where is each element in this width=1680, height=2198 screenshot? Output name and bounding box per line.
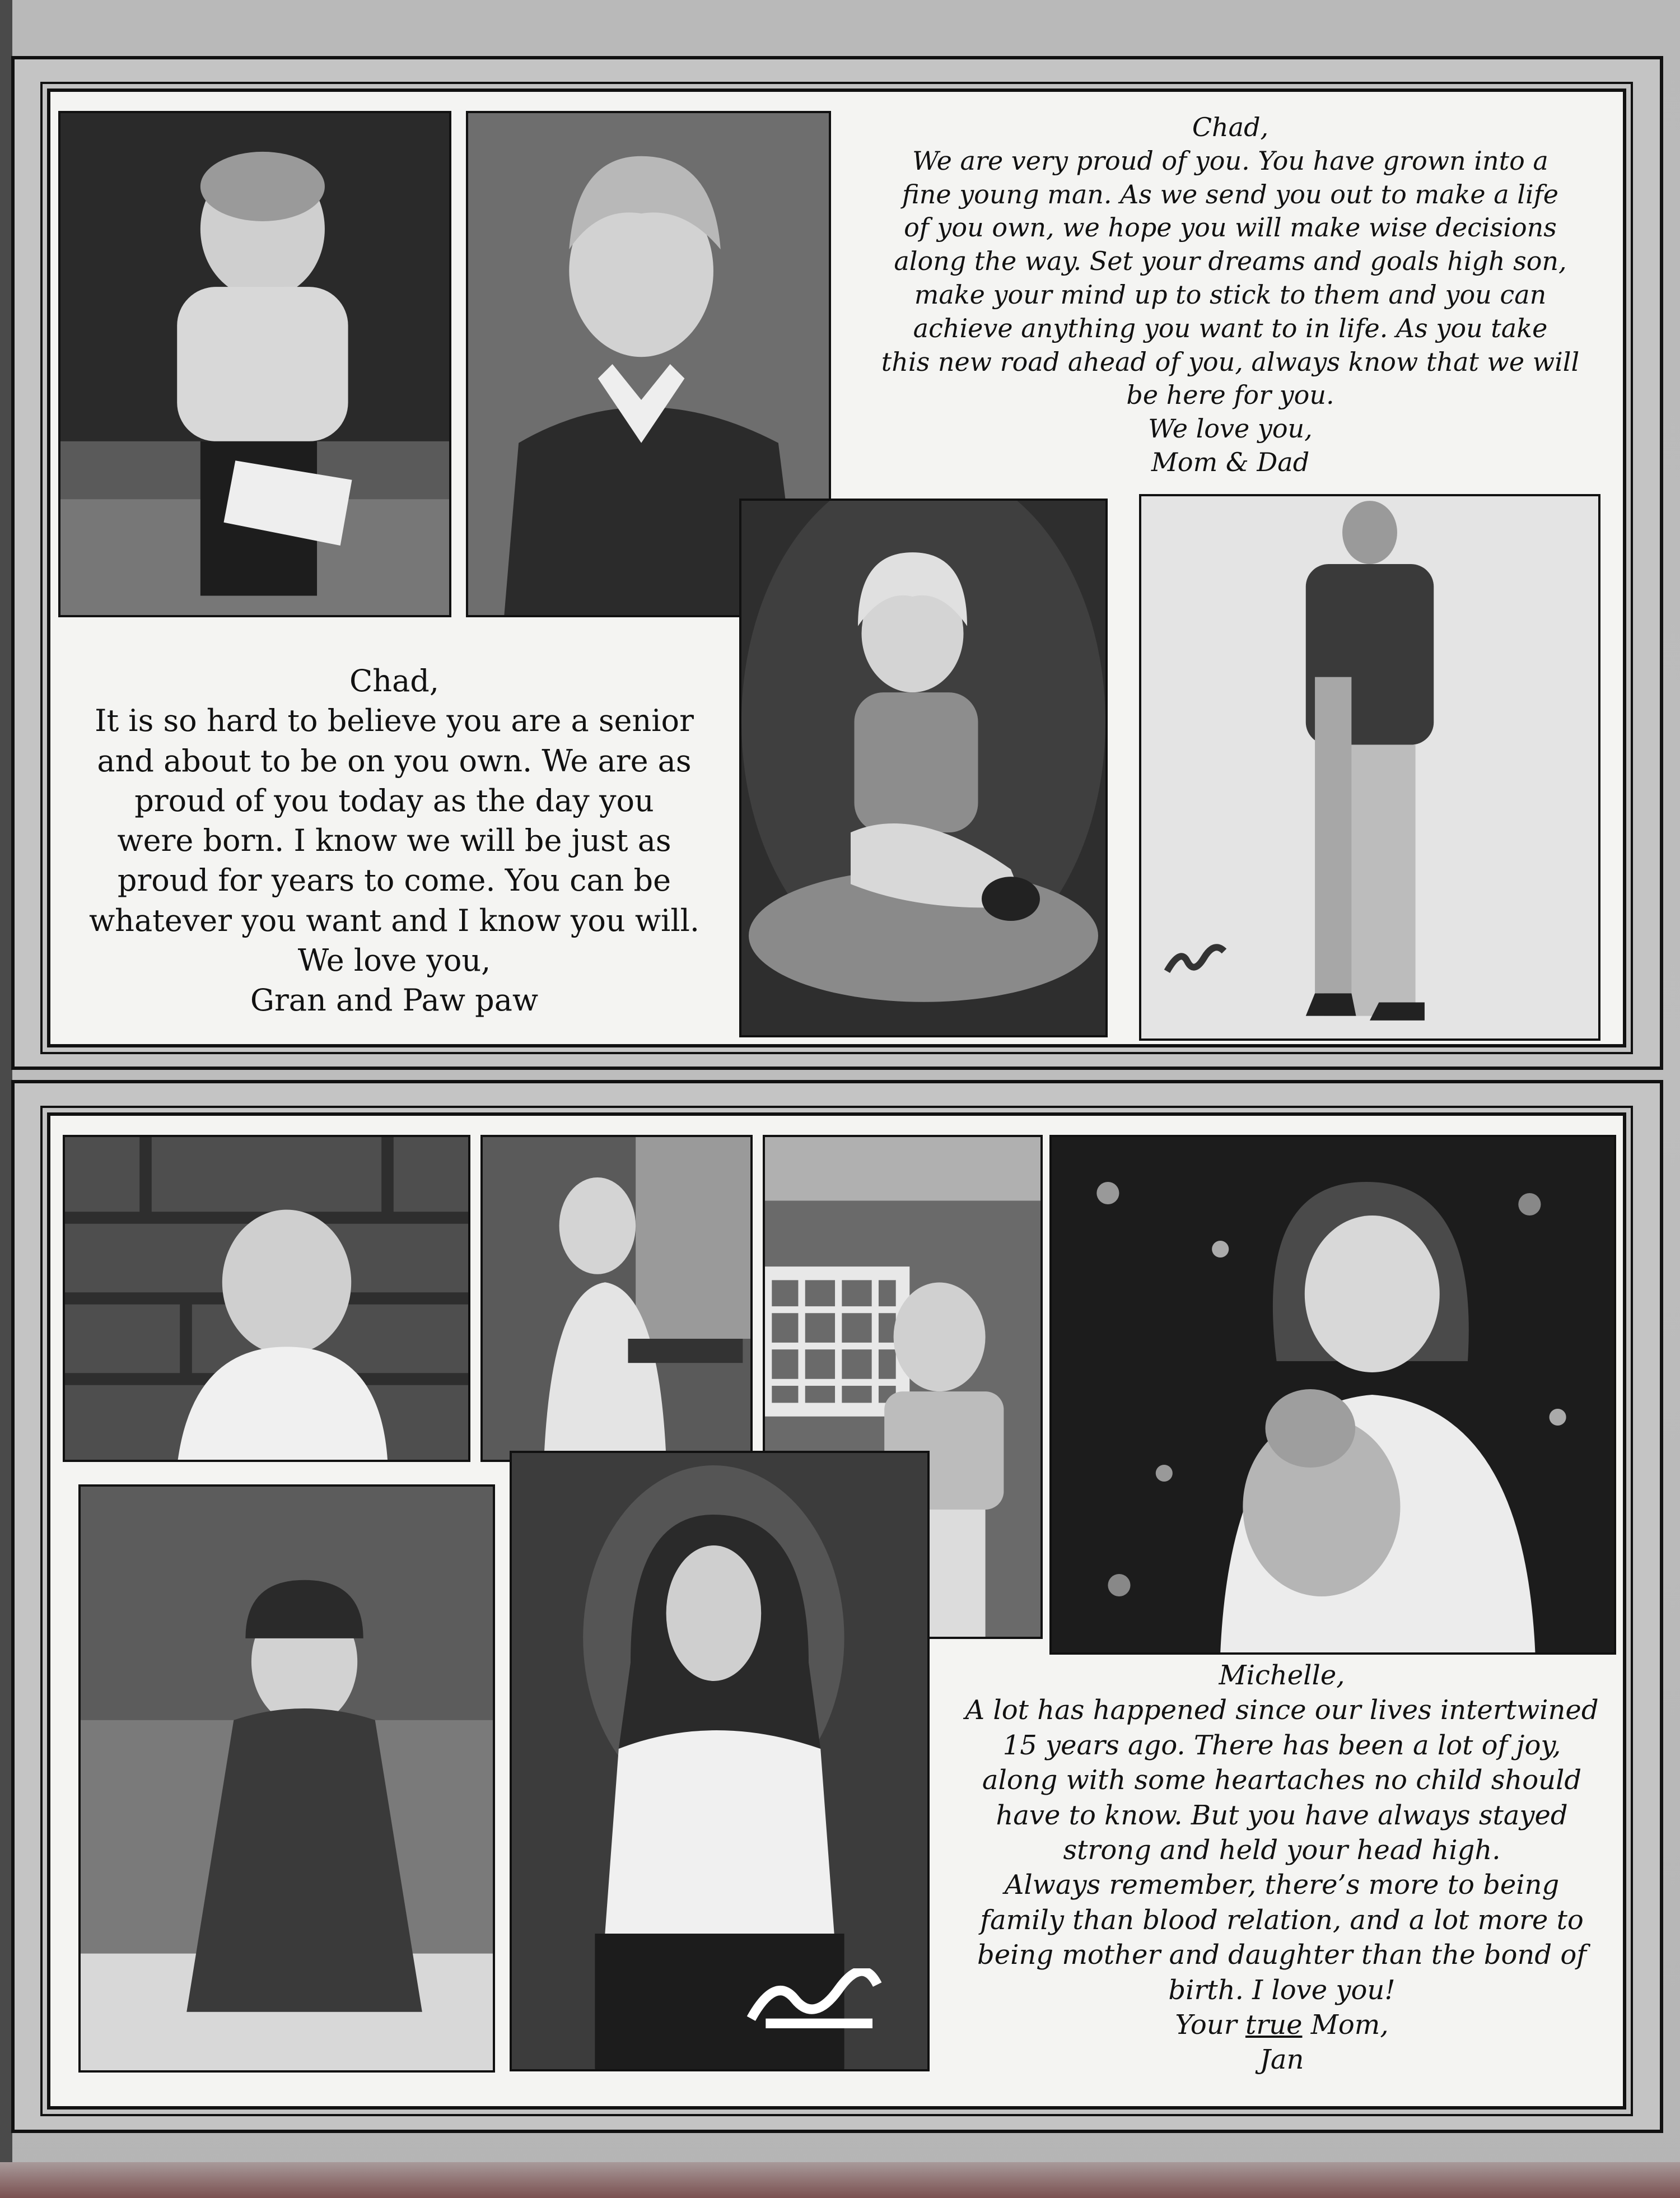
page-bottom-edge: [0, 2162, 1680, 2198]
michelle-senior-portrait-photo: [510, 1451, 930, 2071]
letter-line: We love you,: [1148, 413, 1313, 444]
letter-line: It is so hard to believe you are a senior: [95, 703, 694, 739]
letter-line: 15 years ago. There has been a lot of joy,: [1002, 1729, 1561, 1761]
book-spine: [0, 0, 12, 2198]
letter-line: Michelle,: [1219, 1660, 1345, 1691]
letter-line: We love you,: [297, 942, 491, 978]
letter-line: along with some heartaches no child should: [982, 1764, 1582, 1796]
chad-toddler-photo: [58, 111, 451, 617]
chad-parents-letter: [852, 111, 1608, 479]
letter-line: Chad,: [349, 663, 440, 698]
chad-panel-inner: [47, 89, 1626, 1047]
photographer-signature-mark: [741, 1968, 887, 2030]
michelle-outdoor-photo: [480, 1135, 753, 1462]
closing-emphasis: true: [1245, 2009, 1303, 2041]
closing-suffix: Mom,: [1302, 2009, 1389, 2041]
letter-line: have to know. But you have always stayed: [996, 1799, 1568, 1831]
letter-line: make your mind up to stick to them and you can: [914, 279, 1547, 310]
letter-line: birth. I love you!: [1168, 1974, 1396, 2006]
letter-signature: Jan: [1259, 2044, 1304, 2076]
michelle-panel: [11, 1080, 1663, 2133]
chad-panel: [11, 56, 1663, 1070]
chad-senior-portrait-photo: [1139, 494, 1600, 1041]
letter-line: be here for you.: [1126, 380, 1334, 411]
closing-prefix: Your: [1175, 2009, 1245, 2041]
michelle-panel-inner: [47, 1112, 1626, 2109]
letter-line: along the way. Set your dreams and goals high son,: [894, 246, 1567, 277]
letter-line: and about to be on you own. We are as: [97, 743, 692, 779]
letter-line: achieve anything you want to in life. As you take: [913, 313, 1548, 343]
chad-seated-toddler-photo: [739, 499, 1108, 1037]
michelle-letter: [932, 1658, 1632, 2078]
letter-line: Always remember, there’s more to being: [1004, 1869, 1560, 1901]
letter-line: We are very proud of you. You have grown into a: [912, 145, 1548, 176]
michelle-baby-photo: [63, 1135, 470, 1462]
letter-line: of you own, we hope you will make wise decisions: [904, 212, 1557, 243]
letter-line: fine young man. As we send you out to make a life: [902, 179, 1558, 209]
letter-line: proud of you today as the day you: [134, 783, 654, 818]
letter-line: proud for years to come. You can be: [117, 863, 671, 898]
letter-line: being mother and daughter than the bond of: [977, 1939, 1586, 1971]
letter-line: this new road ahead of you, always know that we will: [881, 346, 1580, 377]
letter-line: were born. I know we will be just as: [117, 823, 671, 859]
letter-signoff: Mom & Dad: [1151, 446, 1310, 477]
letter-line: family than blood relation, and a lot more to: [980, 1904, 1584, 1936]
letter-line: Chad,: [1192, 112, 1269, 142]
letter-line: strong and held your head high.: [1063, 1834, 1501, 1866]
letter-line: whatever you want and I know you will.: [88, 902, 700, 938]
michelle-christmas-photo: [1049, 1135, 1616, 1655]
letter-line: A lot has happened since our lives intertwined: [965, 1694, 1599, 1726]
photographer-signature-mark: [1164, 939, 1231, 984]
michelle-dress-portrait-photo: [78, 1484, 495, 2073]
letter-closing: [932, 2008, 1632, 2042]
chad-grandparents-letter: [58, 661, 730, 1020]
letter-signoff: Gran and Paw paw: [250, 982, 539, 1018]
